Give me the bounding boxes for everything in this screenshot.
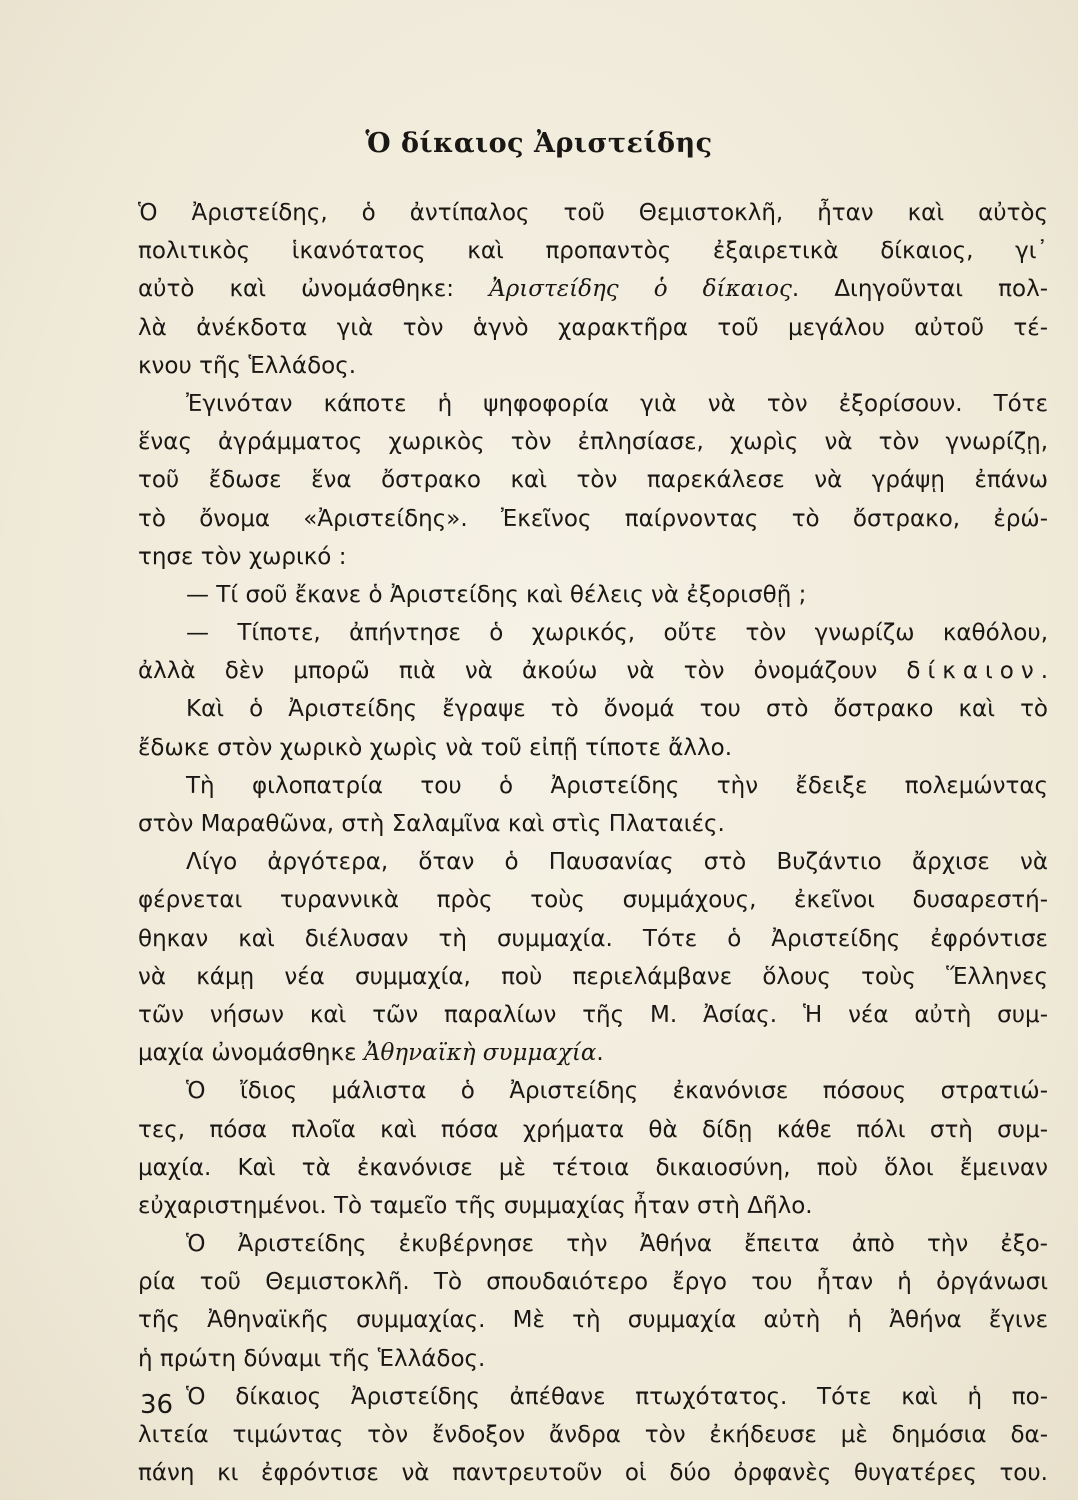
text-run: μαχία ὠνομάσθηκε [138,1040,364,1067]
text-line: μαχία. Καὶ τὰ ἐκανόνισε μὲ τέτοια δικαιοσύνη, ποὺ ὅλοι ἔμειναν [138,1154,1048,1181]
text-line: φέρνεται τυραννικὰ πρὸς τοὺς συμμάχους, ἐκεῖνοι δυσαρεστή- [138,887,1048,914]
text-line: — Τί σοῦ ἔκανε ὁ Ἀριστείδης καὶ θέλεις νὰ ἐξορισθῇ ; [186,581,807,608]
text-line [138,652,1048,690]
text-line: τῆς Ἀθηναϊκῆς συμμαχίας. Μὲ τὴ συμμαχία αὐτὴ ἡ Ἀθήνα ἔγινε [138,1307,1048,1334]
italic-phrase: Ἀθηναϊκὴ συμμαχία [363,1040,597,1067]
text-run: ἀλλὰ δὲν μπορῶ πιὰ νὰ ἀκούω νὰ τὸν ὀνομάζουν [138,658,907,685]
text-line: ἕνας ἀγράμματος χωρικὸς τὸν ἐπλησίασε, χωρὶς νὰ τὸν γνωρίζῃ, [138,429,1048,456]
text-line: πολιτικὸς ἱκανότατος καὶ προπαντὸς ἐξαιρετικὰ δίκαιος, γι᾿ [138,238,1048,265]
text-line: στὸν Μαραθῶνα, στὴ Σαλαμῖνα καὶ στὶς Πλαταιές. [138,811,725,837]
page-number: 36 [140,1390,174,1420]
text-line: — Τίποτε, ἀπήντησε ὁ χωρικός, οὔτε τὸν γνωρίζω καθόλου, [186,620,1048,647]
text-line: τοῦ ἔδωσε ἕνα ὄστρακο καὶ τὸν παρεκάλεσε νὰ γράψῃ ἐπάνω [138,467,1048,494]
text-line: ρία τοῦ Θεμιστοκλῆ. Τὸ σπουδαιότερο ἔργο του ἦταν ἡ ὀργάνωσι [138,1269,1048,1296]
text-line [138,270,1048,308]
text-line: θηκαν καὶ διέλυσαν τὴ συμμαχία. Τότε ὁ Ἀριστείδης ἐφρόντισε [138,925,1048,952]
text-run: . [596,1040,604,1067]
chapter-title: Ὁ δίκαιος Ἀριστείδης [365,128,713,159]
text-line: τησε τὸν χωρικό : [138,543,347,570]
text-line: Λίγο ἀργότερα, ὅταν ὁ Παυσανίας στὸ Βυζάντιο ἄρχισε νὰ [186,849,1048,876]
text-run: αὐτὸ καὶ ὠνομάσθηκε: [138,276,490,303]
text-line: τὸ ὄνομα «Ἀριστείδης». Ἐκεῖνος παίρνοντας τὸ ὄστρακο, ἐρώ- [138,505,1048,532]
italic-phrase: Ἀριστείδης ὁ δίκαιος [489,276,792,303]
text-line: νὰ κάμῃ νέα συμμαχία, ποὺ περιελάμβανε ὅλους τοὺς Ἕλληνες [138,963,1048,990]
text-line: Ὁ δίκαιος Ἀριστείδης ἀπέθανε πτωχότατος. Τότε καὶ ἡ πο- [186,1383,1048,1410]
text-line [138,1034,1048,1072]
text-line: λιτεία τιμώντας τὸν ἔνδοξον ἄνδρα τὸν ἐκήδευσε μὲ δημόσια δα- [138,1422,1048,1448]
text-line: Ὁ Ἀριστείδης, ὁ ἀντίπαλος τοῦ Θεμιστοκλῆ, ἦταν καὶ αὐτὸς [138,200,1048,226]
text-line: κνου τῆς Ἑλλάδος. [138,352,357,379]
text-run: . [1040,658,1048,685]
text-line: λὰ ἀνέκδοτα γιὰ τὸν ἁγνὸ χαρακτῆρα τοῦ μεγάλου αὐτοῦ τέ- [138,314,1048,341]
text-line: Ἐγινόταν κάποτε ἡ ψηφοφορία γιὰ νὰ τὸν ἐξορίσουν. Τότε [186,390,1048,417]
text-line: εὐχαριστημένοι. Τὸ ταμεῖο τῆς συμμαχίας ἦταν στὴ Δῆλο. [138,1192,813,1219]
text-line: Ὁ Ἀριστείδης ἐκυβέρνησε τὴν Ἀθήνα ἔπειτα ἀπὸ τὴν ἐξο- [186,1231,1048,1258]
text-run: . Διηγοῦνται πολ- [791,276,1048,303]
text-line: πάνη κι ἐφρόντισε νὰ παντρευτοῦν οἱ δύο ὀρφανὲς θυγατέρες του. [138,1460,1048,1487]
text-line: Ὁ ἴδιος μάλιστα ὁ Ἀριστείδης ἐκανόνισε πόσους στρατιώ- [186,1078,1048,1105]
text-line: τῶν νήσων καὶ τῶν παραλίων τῆς Μ. Ἀσίας. Ἡ νέα αὐτὴ συμ- [138,1001,1048,1028]
text-line: Τὴ φιλοπατρία του ὁ Ἀριστείδης τὴν ἔδειξε πολεμώντας [186,772,1048,799]
text-line: ἔδωκε στὸν χωρικὸ χωρὶς νὰ τοῦ εἰπῇ τίποτε ἄλλο. [138,734,733,761]
body-text [138,194,1048,1492]
text-line: τες, πόσα πλοῖα καὶ πόσα χρήματα θὰ δίδῃ κάθε πόλι στὴ συμ- [138,1116,1048,1143]
text-line: Καὶ ὁ Ἀριστείδης ἔγραψε τὸ ὄνομά του στὸ ὄστρακο καὶ τὸ [186,696,1048,723]
text-line: ἡ πρώτη δύναμι τῆς Ἑλλάδος. [138,1345,486,1372]
spaced-word: δίκαιον [906,658,1041,685]
